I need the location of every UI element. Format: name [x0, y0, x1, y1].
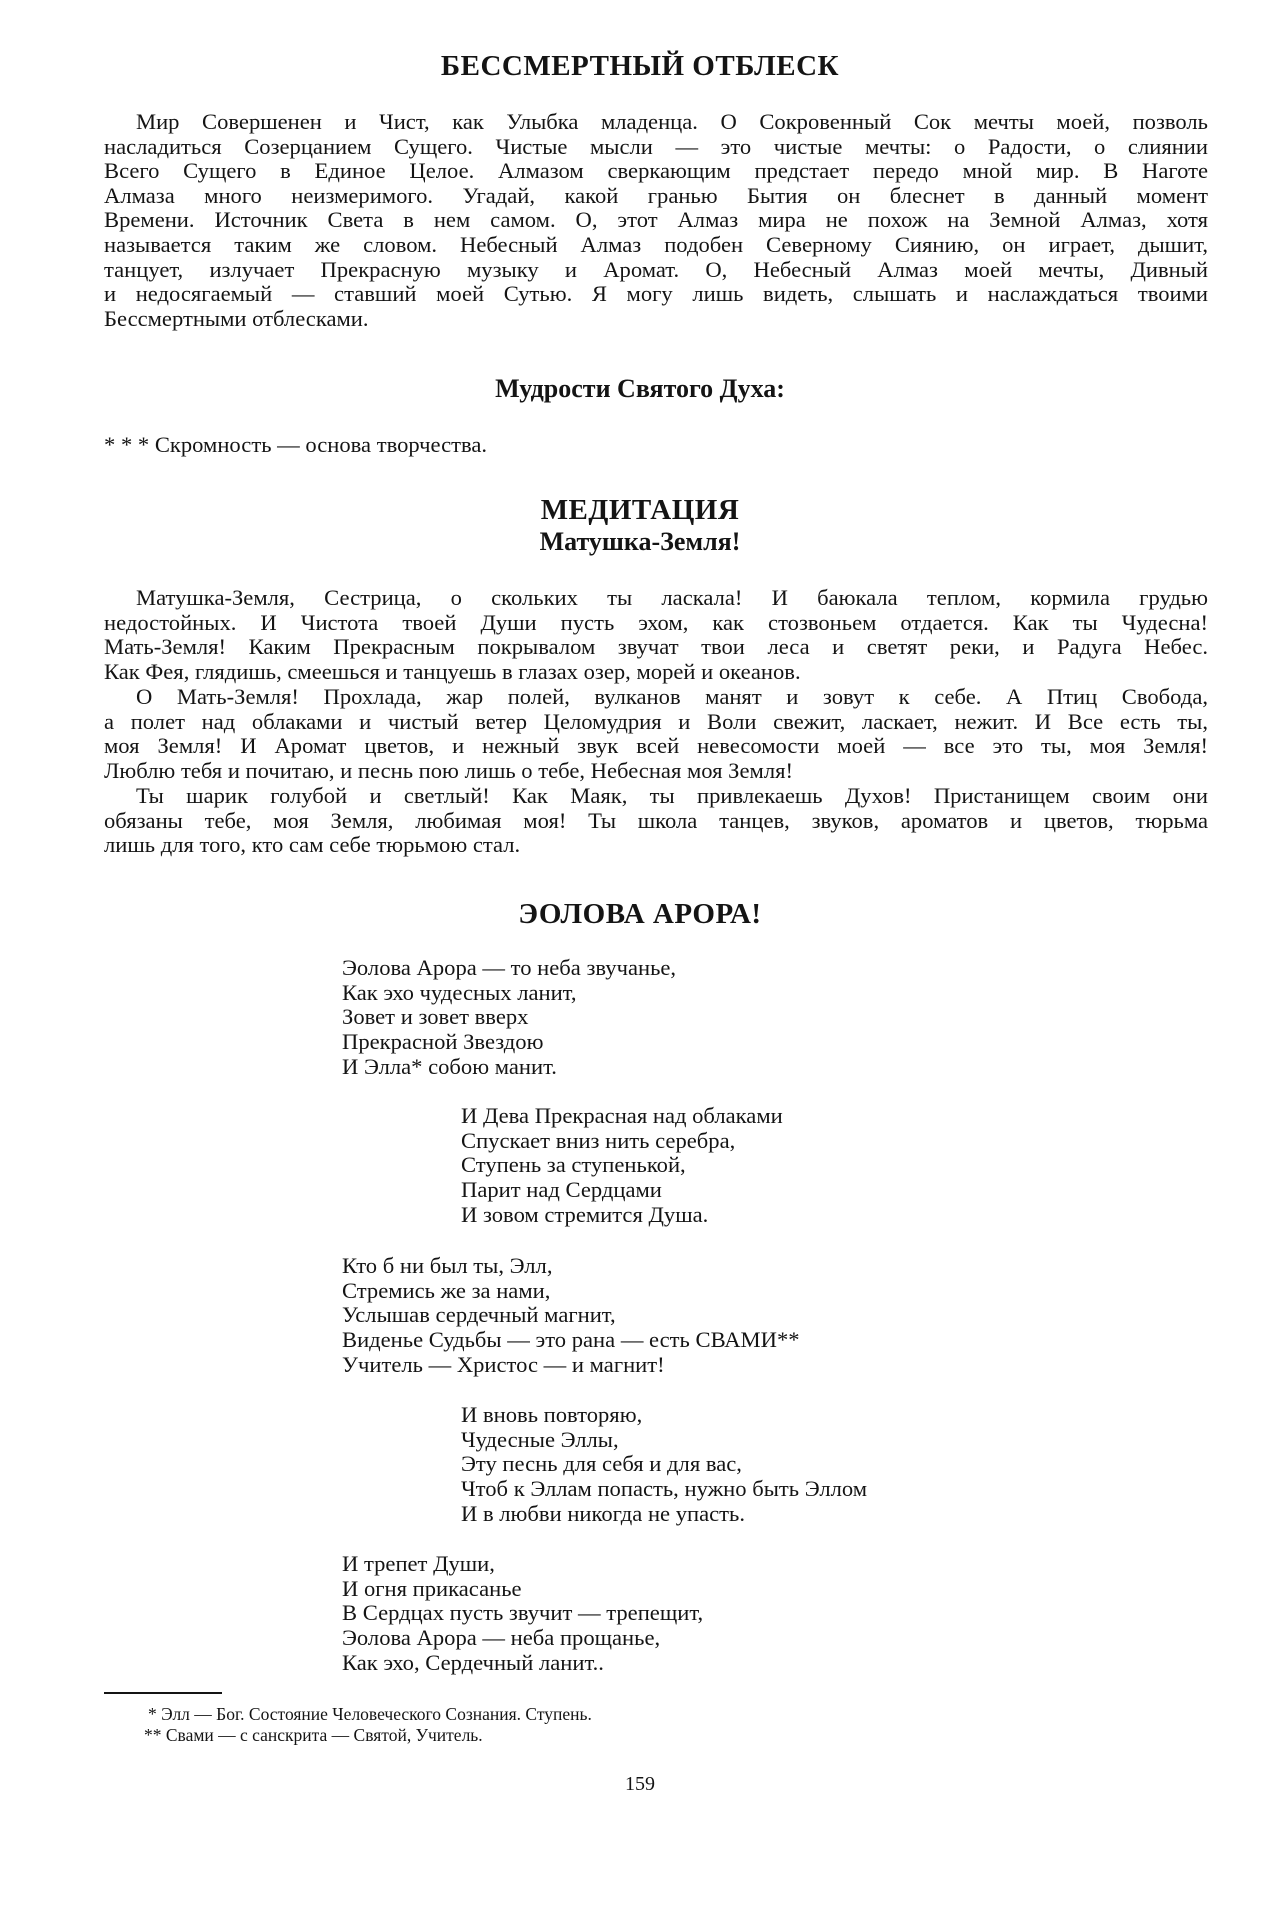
text-line: недостойных. И Чистота твоей Души пусть эхом, как стозвоньем отдается. Как ты Чудесна!	[104, 610, 1208, 635]
poem-stanza-2	[461, 1104, 783, 1228]
text-line: танцует, излучает Прекрасную музыку и Аромат. О, Небесный Алмаз моей мечты, Дивный	[104, 257, 1208, 282]
poem-line: Ступень за ступенькой,	[461, 1152, 686, 1178]
poem-line: И Дева Прекрасная над облаками	[461, 1103, 783, 1128]
poem-stanza-1	[342, 956, 676, 1080]
poem-line: И огня прикасанье	[342, 1575, 522, 1601]
paragraph-mother-earth-1	[104, 586, 1208, 684]
poem-line: Чудесные Эллы,	[461, 1426, 619, 1452]
subheading-mother-earth: Матушка-Земля!	[539, 527, 741, 556]
footnote-divider	[104, 1692, 222, 1694]
poem-line: И трепет Души,	[342, 1551, 495, 1576]
poem-stanza-5	[342, 1552, 703, 1676]
footnote-1: * Элл — Бог. Состояние Человеческого Сознания. Ступень.	[148, 1704, 592, 1724]
poem-stanza-4	[461, 1403, 867, 1527]
poem-line: Зовет и зовет вверх	[342, 1004, 529, 1030]
poem-line: Виденье Судьбы — это рана — есть СВАМИ**	[342, 1327, 800, 1353]
poem-stanza-3	[342, 1254, 800, 1378]
paragraph-mother-earth-2	[104, 685, 1208, 783]
text-line: Бессмертными отблесками.	[104, 306, 369, 331]
heading-immortal-glint: БЕССМЕРТНЫЙ ОТБЛЕСК	[440, 50, 840, 82]
poem-line: И зовом стремится Душа.	[461, 1201, 709, 1227]
poem-line: Услышав сердечный магнит,	[342, 1302, 616, 1328]
poem-line: Парит над Сердцами	[461, 1177, 662, 1203]
text-line: Времени. Источник Света в нем самом. О, этот Алмаз мира не похож на Земной Алмаз, хотя	[104, 208, 1208, 233]
heading-wisdom: Мудрости Святого Духа:	[495, 374, 785, 403]
text-line: моя Земля! И Аромат цветов, и нежный звук всей невесомости моей — все это ты, моя Земля!	[104, 734, 1208, 759]
text-line: Всего Сущего в Единое Целое. Алмазом сверкающим предстает передо мной мир. В Наготе	[104, 159, 1208, 184]
page-number: 159	[625, 1773, 655, 1795]
poem-line: Эолова Арора — то неба звучанье,	[342, 955, 677, 980]
text-line: Мать-Земля! Каким Прекрасным покрывалом звучат твои леса и светят реки, и Радуга Небес.	[104, 635, 1208, 660]
heading-aeolian-arora: ЭОЛОВА АРОРА!	[518, 898, 762, 930]
text-line: насладиться Созерцанием Сущего. Чистые мысли — это чистые мечты: о Радости, о слиянии	[104, 134, 1208, 159]
text-line: Ты шарик голубой и светлый! Как Маяк, ты привлекаешь Духов! Пристанищем своим они	[136, 784, 1208, 808]
wisdom-line: * * * Скромность — основа творчества.	[104, 432, 488, 457]
text-line: а полет над облаками и чистый ветер Целомудрия и Воли свежит, ласкает, нежит. И Все есть ты,	[104, 709, 1208, 734]
poem-line: Стремись же за нами,	[342, 1277, 551, 1303]
poem-line: В Сердцах пусть звучит — трепещит,	[342, 1600, 704, 1626]
poem-line: Учитель — Христос — и магнит!	[342, 1351, 665, 1377]
poem-line: Чтоб к Эллам попасть, нужно быть Эллом	[461, 1476, 868, 1502]
poem-line: И в любви никогда не упасть.	[461, 1500, 745, 1526]
text-line: Как Фея, глядишь, смеешься и танцуешь в глазах озер, морей и океанов.	[104, 659, 801, 684]
text-line: лишь для того, кто сам себе тюрьмою стал.	[104, 833, 521, 858]
poem-line: Эолова Арора — неба прощанье,	[342, 1625, 661, 1651]
poem-line: Спускает вниз нить серебра,	[461, 1127, 736, 1153]
paragraph-mother-earth-3	[104, 784, 1208, 858]
text-line: обязаны тебе, моя Земля, любимая моя! Ты школа танцев, звуков, ароматов и цветов, тюрьма	[104, 808, 1208, 833]
poem-line: Эту песнь для себя и для вас,	[461, 1451, 742, 1477]
poem-line: И вновь повторяю,	[461, 1402, 643, 1427]
text-line: называется таким же словом. Небесный Алмаз подобен Северному Сиянию, он играет, дышит,	[104, 232, 1208, 257]
poem-line: Кто б ни был ты, Элл,	[342, 1253, 553, 1278]
text-line: Алмаза много неизмеримого. Угадай, какой гранью Бытия он блеснет в данный момент	[104, 183, 1208, 208]
text-line: О Мать-Земля! Прохлада, жар полей, вулканов манят и зовут к себе. А Птиц Свобода,	[136, 685, 1208, 709]
text-line: и недосягаемый — ставший моей Сутью. Я могу лишь видеть, слышать и наслаждаться твоими	[104, 282, 1208, 307]
heading-meditation: МЕДИТАЦИЯ	[540, 494, 740, 526]
footnote-2: ** Свами — с санскрита — Святой, Учитель.	[144, 1725, 483, 1745]
text-line: Матушка-Земля, Сестрица, о скольких ты ласкала! И баюкала теплом, кормила грудью	[136, 586, 1208, 610]
poem-line: Прекрасной Звездою	[342, 1029, 544, 1055]
poem-line: Как эхо, Сердечный ланит..	[342, 1649, 604, 1675]
text-line: Люблю тебя и почитаю, и песнь пою лишь о тебе, Небесная моя Земля!	[104, 758, 794, 783]
poem-line: И Элла* собою манит.	[342, 1053, 557, 1079]
text-line: Мир Совершенен и Чист, как Улыбка младенца. О Сокровенный Сок мечты моей, позволь	[136, 110, 1208, 134]
paragraph-immortal-glint	[104, 110, 1208, 331]
poem-line: Как эхо чудесных ланит,	[342, 979, 577, 1005]
